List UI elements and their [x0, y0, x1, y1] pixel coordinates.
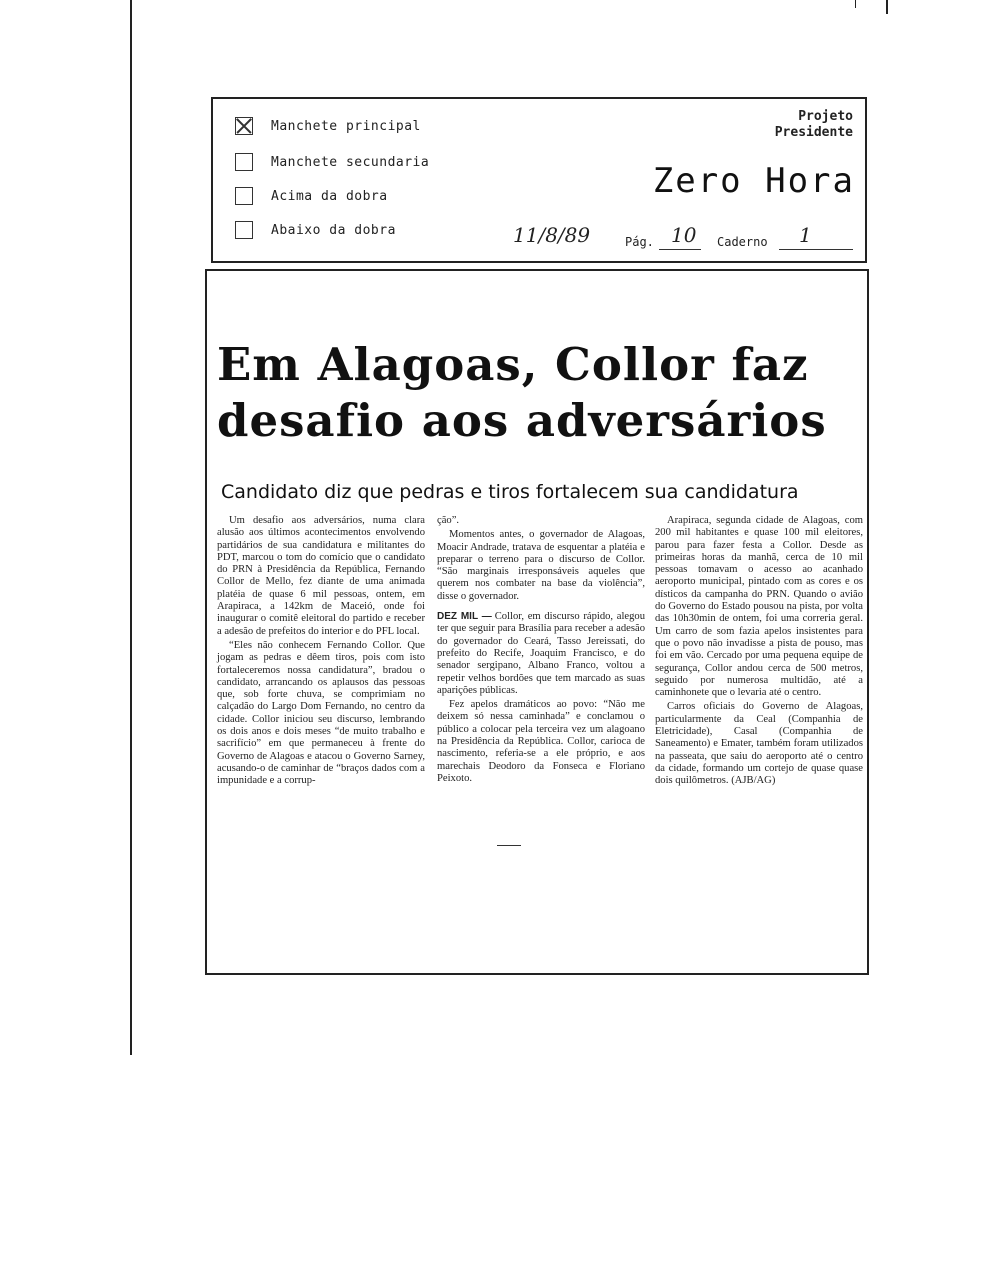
- scan-edge-line: [130, 0, 132, 1055]
- checkbox-label: Manchete secundaria: [271, 154, 430, 170]
- subheadline: Candidato diz que pedras e tiros fortalecem sua candidatura: [221, 481, 799, 503]
- newspaper-name: Zero Hora: [652, 161, 855, 201]
- project-line: Projeto: [798, 109, 853, 124]
- handwritten-section: 1: [799, 223, 812, 247]
- headline: [217, 337, 857, 449]
- checkbox-row-manchete-secundaria[interactable]: [235, 151, 429, 173]
- scan-edge-mark: [855, 0, 856, 8]
- checkbox-label: Abaixo da dobra: [271, 222, 396, 238]
- paragraph: ção”.: [437, 515, 460, 526]
- article-column-1: [217, 515, 425, 790]
- page-underline: [659, 249, 701, 250]
- checkbox-label: Manchete principal: [271, 118, 421, 134]
- checked-box-icon[interactable]: [235, 117, 253, 135]
- article-column-3: [655, 515, 863, 790]
- project-line: Presidente: [774, 125, 853, 140]
- paragraph: “Eles não conhecem Fernando Collor. Que jogam as pedras e dêem tiros, pois com isto fortaleceremos nossa candidatura”, bradou o candidato, arrancando os aplausos das pessoas que, sob forte chuva, se comprimiam no calçadão do Largo Dom Fernando, no centro da cidade. Collor iniciou seu discurso, lembrando os dois anos e dois meses “de muito trabalho e sacrifício” em que permaneceu à frente do Governo de Alagoas e atacou o Governo Sarney, acusando-o de caminhar de “braços dados com a impunidade e a corrup-: [217, 639, 425, 787]
- paragraph: Carros oficiais do Governo de Alagoas, particularmente da Ceal (Companhia de Eletricidade), Casal (Companhia de Saneamento) e Emater, também foram utilizados na passeata, que saiu do aeroporto até o centro da cidade, formando um cortejo de quase quase dois quilômetros. (AJB/AG): [655, 701, 863, 787]
- section-underline: [779, 249, 853, 250]
- paragraph: Um desafio aos adversários, numa clara alusão aos últimos acontecimentos envolvendo partidários de sua candidatura e militantes do PDT, marcou o tom do comício que o candidato do PRN à Presidência da República, Fernando Collor de Mello, fez diante de uma animada platéia de quase 6 mil pessoas, ontem, em Arapiraca, a 142km de Maceió, onde foi inaugurar o comitê eleitoral do partido e receber a adesão de prefeitos do interior e do PFL local.: [217, 515, 425, 637]
- checkbox-row-manchete-principal[interactable]: [235, 115, 421, 137]
- unchecked-box-icon[interactable]: [235, 187, 253, 205]
- page-label: Pág.: [625, 235, 654, 249]
- kicker-label: DEZ MIL —: [437, 611, 492, 623]
- paragraph: Momentos antes, o governador de Alagoas, Moacir Andrade, tratava de esquentar a platéia e preparar o terreno para o discurso de Collor. “São marginais irresponsáveis aqueles que querem nos combater na base da violência”, disse o governador.: [437, 529, 645, 602]
- article-clipping: [205, 269, 869, 975]
- headline-line: desafio aos adversários: [217, 394, 827, 447]
- paragraph: Arapiraca, segunda cidade de Alagoas, com 200 mil habitantes e quase 100 mil eleitores, parou para fazer festa a Collor. Desde as primeiras horas da manhã, cerca de 10 mil pessoas tomavam o acesso ao acanhado aeroporto municipal, pintado com as cores e os dísticos da campanha do PRN. Quando o avião do Governo do Estado pousou na pista, por volta das 10h30min de ontem, foi uma correria geral. Um carro de som fazia apelos insistentes para que o povo não invadisse a pista de pouso, mas foi em vão. Cercado por uma pequena equipe de segurança, Collor andou cerca de 500 metros, seguido por numerosa multidão, até a caminhonete que o levaria até o centro.: [655, 515, 863, 699]
- kicker-text: Collor, em discurso rápido, alegou ter que seguir para Brasília para receber a adesão do governador do Ceará, Tasso Jereissati, do prefeito do Recife, Joaquim Francisco, e do senador sergipano, Albano Franco, voltou a repetir velhos bordões que tem marcado as suas aparições públicas.: [437, 611, 646, 696]
- article-column-2: [437, 515, 645, 787]
- paragraph: Fez apelos dramáticos ao povo: “Não me deixem só nessa caminhada” e conclamou o público a colocar pela terceira vez um alagoano na Presidência da República. Collor, carioca de nascimento, referia-se a ele próprio, e aos marechais Deodoro da Fonseca e Floriano Peixoto.: [437, 699, 645, 784]
- checkbox-label: Acima da dobra: [271, 188, 388, 204]
- checkbox-row-acima-da-dobra[interactable]: [235, 185, 388, 207]
- section-label: Caderno: [717, 235, 768, 249]
- clipping-header: [211, 97, 867, 263]
- kicker-paragraph: [437, 611, 645, 697]
- project-label: [775, 109, 853, 141]
- unchecked-box-icon[interactable]: [235, 153, 253, 171]
- end-rule: [497, 845, 521, 846]
- checkbox-row-abaixo-da-dobra[interactable]: [235, 219, 396, 241]
- unchecked-box-icon[interactable]: [235, 221, 253, 239]
- headline-line: Em Alagoas, Collor faz: [217, 338, 809, 391]
- handwritten-date: 11/8/89: [513, 223, 591, 247]
- publication-meta: [513, 223, 853, 253]
- handwritten-page: 10: [671, 223, 697, 247]
- scan-edge-mark: [886, 0, 888, 14]
